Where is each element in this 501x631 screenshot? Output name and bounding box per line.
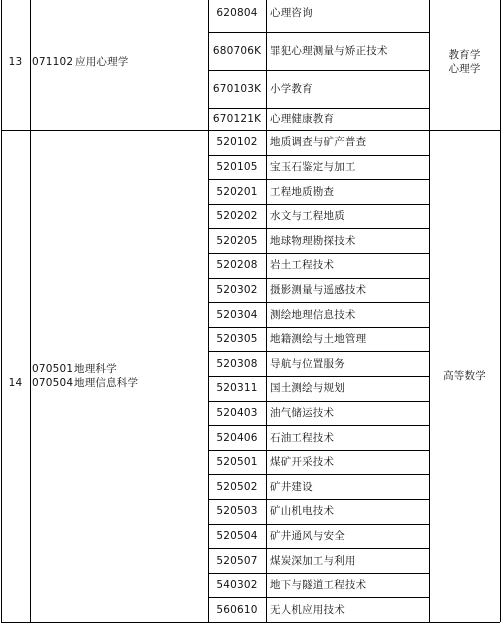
entry-rule	[208, 253, 429, 254]
entry-name: 无人机应用技术	[270, 603, 345, 616]
entry-rule	[208, 548, 429, 549]
entry-name: 测绘地理信息技术	[270, 308, 356, 321]
entry-code: 520208	[216, 259, 258, 272]
entry-rule	[208, 450, 429, 451]
entry-name: 矿井建设	[270, 480, 313, 493]
subject-name: 高等数学	[443, 370, 486, 382]
entry-code: 670103K	[212, 83, 262, 95]
entry-name: 工程地质勘查	[270, 185, 335, 198]
entry-code: 520305	[216, 333, 258, 346]
entry-rule	[208, 351, 429, 352]
entry-code: 680706K	[212, 45, 262, 57]
entry-name: 地下与隧道工程技术	[270, 579, 367, 592]
entry-name: 导航与位置服务	[270, 357, 345, 370]
entry-name: 煤炭深加工与利用	[270, 554, 356, 567]
major-name: 地理科学	[74, 363, 117, 375]
entry-name: 心理健康教育	[270, 113, 335, 125]
entry-rule	[208, 327, 429, 328]
entry-name: 地质调查与矿产普查	[270, 136, 367, 149]
entry-code: 520202	[216, 210, 258, 223]
table-left-border	[1, 0, 2, 622]
entry-name: 石油工程技术	[270, 431, 335, 444]
entry-code: 520102	[216, 136, 258, 149]
major-code: 070501	[32, 363, 74, 375]
entry-rule	[208, 278, 429, 279]
entry-code: 520311	[216, 382, 258, 395]
entry-name: 心理咨询	[270, 7, 313, 19]
subject-name: 心理学	[448, 63, 481, 75]
entry-name: 摄影测量与遥感技术	[270, 283, 367, 296]
entry-rule	[208, 108, 429, 109]
entry-name: 宝玉石鉴定与加工	[270, 160, 356, 173]
entry-code: 520205	[216, 234, 258, 247]
row-index: 13	[8, 56, 23, 68]
entry-rule	[208, 499, 429, 500]
entry-rule	[208, 204, 429, 205]
entry-code: 520406	[216, 431, 258, 444]
entry-rule	[208, 155, 429, 156]
entry-rule	[208, 70, 429, 71]
entry-name: 小学教育	[270, 83, 313, 95]
row-index: 14	[8, 377, 23, 389]
entry-code: 520105	[216, 160, 258, 173]
entry-code: 670121K	[212, 113, 262, 125]
column-rule-code	[266, 0, 267, 622]
subject-name: 教育学	[448, 49, 481, 61]
entry-name: 矿井通风与安全	[270, 529, 345, 542]
entry-name: 国土测绘与规划	[270, 382, 345, 395]
group-rule	[1, 130, 500, 131]
entry-rule	[208, 597, 429, 598]
entry-rule	[208, 401, 429, 402]
entry-rule	[208, 425, 429, 426]
major-code: 071102	[32, 56, 74, 68]
entry-name: 水文与工程地质	[270, 210, 345, 223]
entry-name: 岩土工程技术	[270, 259, 335, 272]
entry-rule	[208, 573, 429, 574]
entry-code: 540302	[216, 579, 258, 592]
entry-rule	[208, 302, 429, 303]
entry-name: 地球物理勘探技术	[270, 234, 356, 247]
entry-code: 520403	[216, 406, 258, 419]
entry-code: 520302	[216, 283, 258, 296]
major-code: 070504	[32, 377, 74, 389]
entry-code: 620804	[216, 7, 258, 19]
column-rule-name	[429, 0, 430, 622]
major-name: 地理信息科学	[74, 377, 139, 389]
entry-code: 520304	[216, 308, 258, 321]
entry-code: 520308	[216, 357, 258, 370]
entry-name: 油气储运技术	[270, 406, 335, 419]
entry-rule	[208, 524, 429, 525]
entry-name: 罪犯心理测量与矫正技术	[270, 45, 388, 57]
entry-code: 520501	[216, 456, 258, 469]
entry-name: 煤矿开采技术	[270, 456, 335, 469]
entry-name: 矿山机电技术	[270, 505, 335, 518]
entry-rule	[208, 474, 429, 475]
entry-rule	[208, 32, 429, 33]
entry-code: 560610	[216, 603, 258, 616]
entry-code: 520503	[216, 505, 258, 518]
entry-code: 520502	[216, 480, 258, 493]
entry-rule	[208, 228, 429, 229]
entry-rule	[208, 179, 429, 180]
table-bottom-border	[1, 622, 500, 623]
entry-code: 520507	[216, 554, 258, 567]
entry-name: 地籍测绘与土地管理	[270, 333, 367, 346]
entry-rule	[208, 376, 429, 377]
column-rule-index	[30, 0, 31, 622]
entry-code: 520504	[216, 529, 258, 542]
major-name: 应用心理学	[75, 56, 129, 68]
column-rule-major	[208, 0, 209, 622]
entry-code: 520201	[216, 185, 258, 198]
